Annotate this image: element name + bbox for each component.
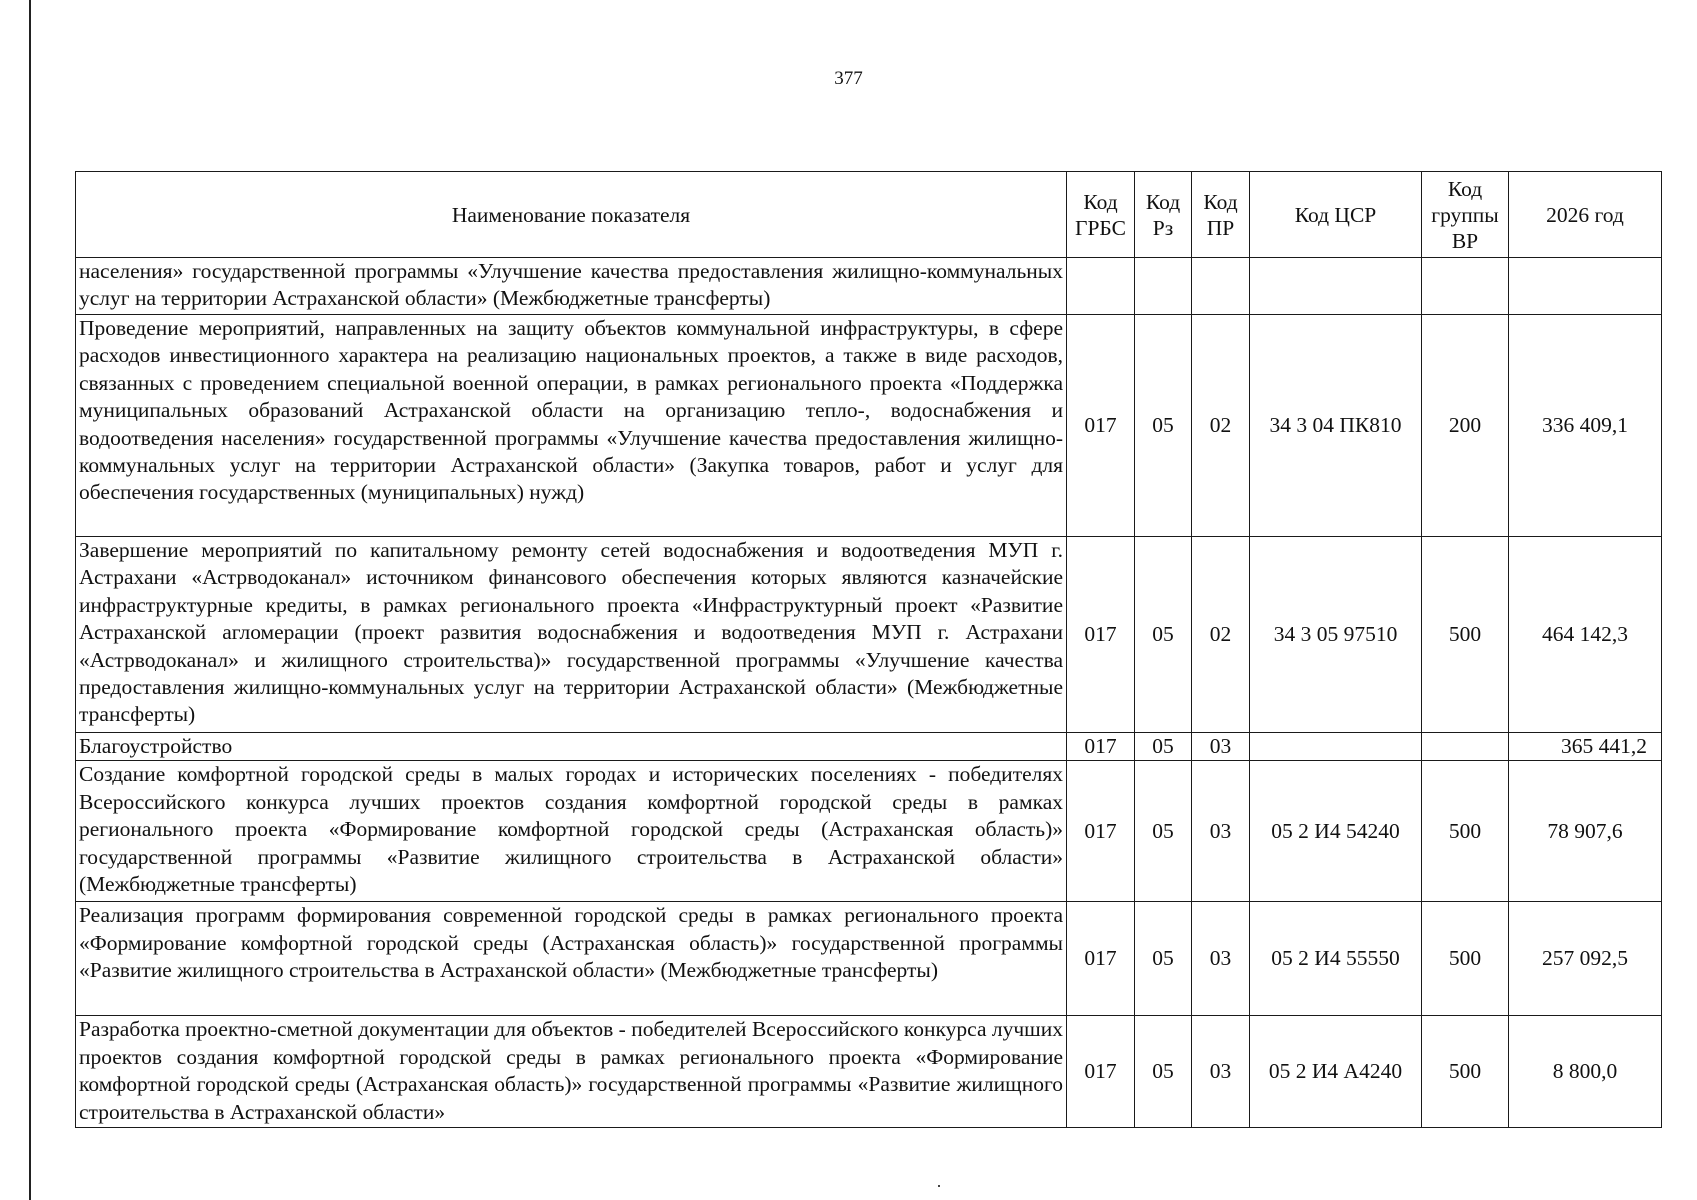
table-row-section [76,733,1662,761]
row-rz: 05 [1135,1016,1192,1128]
table-row [76,258,1662,315]
left-margin-line [29,0,31,1200]
row-name: Благоустройство [76,733,1067,761]
row-csr [1250,733,1422,761]
row-name: Реализация программ формирования современной городской среды в рамках регионального проекта «Формирование комфортной городской среды (Астраханская область)» государственной программы «Развитие жилищного строительства в Астраханской области» (Межбюджетные трансферты) [76,902,1067,1016]
row-grbs: 017 [1067,733,1135,761]
row-pr: 03 [1192,902,1250,1016]
row-pr: 02 [1192,315,1250,537]
row-pr [1192,258,1250,315]
table-row [76,1016,1662,1128]
row-amount: 365 441,2 [1509,733,1662,761]
header-year: 2026 год [1509,172,1662,258]
header-pr: Код ПР [1192,172,1250,258]
row-rz: 05 [1135,315,1192,537]
row-vr: 500 [1422,902,1509,1016]
row-csr [1250,258,1422,315]
row-pr: 03 [1192,1016,1250,1128]
header-vr: Код группы ВР [1422,172,1509,258]
row-csr: 34 3 05 97510 [1250,537,1422,733]
table-row [76,315,1662,537]
row-amount: 78 907,6 [1509,761,1662,902]
row-csr: 05 2 И4 55550 [1250,902,1422,1016]
row-vr [1422,258,1509,315]
row-csr: 05 2 И4 54240 [1250,761,1422,902]
table-row [76,537,1662,733]
row-amount [1509,258,1662,315]
row-name: Завершение мероприятий по капитальному ремонту сетей водоснабжения и водоотведения МУП г. Астрахани «Астрводоканал» источником финансового обеспечения которых являются казначейские инфраструктурные кредиты, в рамках регионального проекта «Инфраструктурный проект «Развитие Астраханской агломерации (проект развития водоснабжения и водоотведения МУП г. Астрахани «Астрводоканал» и жилищного строительства)» государственной программы «Улучшение качества предоставления жилищно-коммунальных услуг на территории Астраханской области» (Межбюджетные трансферты) [76,537,1067,733]
row-vr: 500 [1422,761,1509,902]
row-name: Разработка проектно-сметной документации для объектов - победителей Всероссийского конкурса лучших проектов создания комфортной городской среды в рамках регионального проекта «Формирование комфортной городской среды (Астраханская область)» государственной программы «Развитие жилищного строительства в Астраханской области» [76,1016,1067,1128]
row-name: Проведение мероприятий, направленных на защиту объектов коммунальной инфраструктуры, в сфере расходов инвестиционного характера на реализацию национальных проектов, а также в виде расходов, связанных с проведением специальной военной операции, в рамках регионального проекта «Поддержка муниципальных образований Астраханской области на организацию тепло-, водоснабжения и водоотведения населения» государственной программы «Улучшение качества предоставления жилищно-коммунальных услуг на территории Астраханской области» (Закупка товаров, работ и услуг для обеспечения государственных (муниципальных) нужд) [76,315,1067,537]
header-csr: Код ЦСР [1250,172,1422,258]
row-rz [1135,258,1192,315]
row-csr: 34 3 04 ПК810 [1250,315,1422,537]
header-grbs: Код ГРБС [1067,172,1135,258]
row-rz: 05 [1135,761,1192,902]
row-vr: 500 [1422,537,1509,733]
row-csr: 05 2 И4 А4240 [1250,1016,1422,1128]
row-amount: 257 092,5 [1509,902,1662,1016]
page-number: 377 [834,68,863,89]
budget-table [75,171,1662,1128]
row-rz: 05 [1135,537,1192,733]
row-pr: 03 [1192,733,1250,761]
row-pr: 03 [1192,761,1250,902]
row-grbs: 017 [1067,537,1135,733]
header-name: Наименование показателя [76,172,1067,258]
row-grbs: 017 [1067,761,1135,902]
row-rz: 05 [1135,733,1192,761]
row-vr: 200 [1422,315,1509,537]
row-grbs [1067,258,1135,315]
row-rz: 05 [1135,902,1192,1016]
row-grbs: 017 [1067,1016,1135,1128]
row-amount: 8 800,0 [1509,1016,1662,1128]
row-name: населения» государственной программы «Улучшение качества предоставления жилищно-коммунальных услуг на территории Астраханской области» (Межбюджетные трансферты) [76,258,1067,315]
table-header-row [76,172,1662,258]
row-name: Создание комфортной городской среды в малых городах и исторических поселениях - победителях Всероссийского конкурса лучших проектов создания комфортной городской среды в рамках регионального проекта «Формирование комфортной городской среды (Астраханская область)» государственной программы «Развитие жилищного строительства в Астраханской области» (Межбюджетные трансферты) [76,761,1067,902]
header-rz: Код Рз [1135,172,1192,258]
row-grbs: 017 [1067,315,1135,537]
stray-dot [938,1185,940,1187]
table-row [76,902,1662,1016]
row-grbs: 017 [1067,902,1135,1016]
row-amount: 464 142,3 [1509,537,1662,733]
row-vr [1422,733,1509,761]
row-pr: 02 [1192,537,1250,733]
row-vr: 500 [1422,1016,1509,1128]
table-row [76,761,1662,902]
row-amount: 336 409,1 [1509,315,1662,537]
